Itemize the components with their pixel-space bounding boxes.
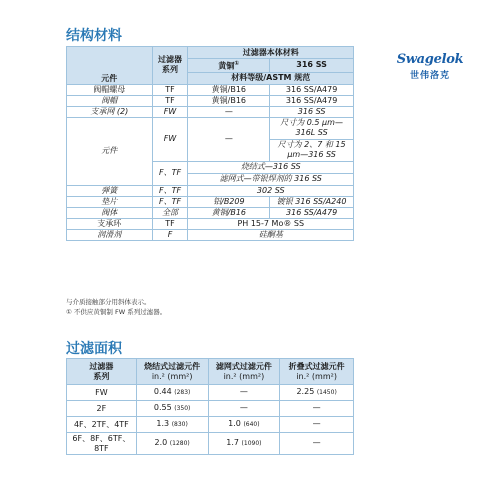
cell-ss: 316 SS/A479 bbox=[270, 207, 354, 218]
cell-series: 4F、2TF、4TF bbox=[67, 417, 137, 433]
cell-series: FW bbox=[152, 106, 188, 117]
cell-material: PH 15-7 Mo® SS bbox=[188, 218, 354, 229]
cell-series: F bbox=[152, 229, 188, 240]
area-header-row bbox=[67, 359, 354, 385]
table-row bbox=[67, 433, 354, 455]
cell-brass: 黄铜/B16 bbox=[188, 84, 270, 95]
cell-pleated: — bbox=[280, 401, 354, 417]
area-header-series-line1: 过滤器 bbox=[89, 361, 114, 371]
header-body-material: 过滤器本体材料 bbox=[188, 47, 354, 59]
table-row bbox=[67, 417, 354, 433]
cell-series: FW bbox=[152, 117, 188, 161]
area-header-sintered bbox=[136, 359, 208, 385]
area-header-pleated-line1: 折叠式过滤元件 bbox=[288, 361, 345, 371]
cell-sintered: 1.3 (830) bbox=[136, 417, 208, 433]
table-row bbox=[67, 84, 354, 95]
cell-material: 烧结式—316 SS bbox=[188, 161, 354, 173]
cell-brass: — bbox=[188, 117, 270, 161]
header-series-line2: 系列 bbox=[162, 65, 179, 75]
area-header-pleated bbox=[280, 359, 354, 385]
cell-sintered: 0.44 (283) bbox=[136, 385, 208, 401]
header-316ss: 316 SS bbox=[270, 59, 354, 73]
cell-component: 弹簧 bbox=[67, 185, 153, 196]
cell-brass: 铝/B209 bbox=[188, 196, 270, 207]
cell-ss: 尺寸为 2、7 和 15 μm—316 SS bbox=[270, 139, 354, 161]
table-row bbox=[67, 95, 354, 106]
table-row bbox=[67, 401, 354, 417]
cell-brass: 黄铜/B16 bbox=[188, 207, 270, 218]
materials-header-row bbox=[67, 47, 354, 59]
area-header-screen bbox=[208, 359, 280, 385]
cell-pleated: 2.25 (1450) bbox=[280, 385, 354, 401]
area-section-title: 过滤面积 bbox=[66, 341, 122, 357]
cell-component: 阀体 bbox=[67, 207, 153, 218]
note-italic-wetted: 与介质接触部分用斜体表示。 bbox=[66, 298, 151, 306]
table-row bbox=[67, 106, 354, 117]
materials-section-title: 结构材料 bbox=[66, 28, 122, 44]
table-row bbox=[67, 207, 354, 218]
logo-english: Swagelok bbox=[396, 52, 464, 67]
cell-ss: 尺寸为 0.5 μm—316L SS bbox=[270, 117, 354, 139]
table-row bbox=[67, 385, 354, 401]
cell-screen: — bbox=[208, 385, 280, 401]
cell-series: F、TF bbox=[152, 161, 188, 185]
cell-sintered: 0.55 (350) bbox=[136, 401, 208, 417]
cell-ss: 316 SS bbox=[270, 106, 354, 117]
cell-component: 阀帽 bbox=[67, 95, 153, 106]
cell-series: F、TF bbox=[152, 185, 188, 196]
table-row bbox=[67, 229, 354, 240]
area-header-sintered-line2: in.² (mm²) bbox=[151, 371, 193, 381]
cell-component: 阀帽螺母 bbox=[67, 84, 153, 95]
header-series-line1: 过滤器 bbox=[158, 55, 183, 65]
cell-series: 2F bbox=[67, 401, 137, 417]
cell-component: 垫片 bbox=[67, 196, 153, 207]
logo-chinese: 世伟洛克 bbox=[409, 71, 450, 81]
filter-area-table bbox=[66, 358, 354, 455]
materials-table bbox=[66, 46, 354, 241]
area-header-sintered-line1: 烧结式过滤元件 bbox=[144, 361, 201, 371]
cell-series: 全部 bbox=[152, 207, 188, 218]
cell-component: 支承网 (2) bbox=[67, 106, 153, 117]
header-brass: 黄铜① bbox=[188, 59, 270, 73]
cell-ss: 316 SS/A479 bbox=[270, 95, 354, 106]
table-row bbox=[67, 185, 354, 196]
cell-material: 硅酮基 bbox=[188, 229, 354, 240]
cell-material: 滤网式—带银焊剂的 316 SS bbox=[188, 173, 354, 185]
table-row bbox=[67, 218, 354, 229]
cell-ss: 镀银 316 SS/A240 bbox=[270, 196, 354, 207]
cell-brass: — bbox=[188, 106, 270, 117]
cell-brass: 黄铜/B16 bbox=[188, 95, 270, 106]
table-row bbox=[67, 196, 354, 207]
cell-screen: — bbox=[208, 401, 280, 417]
cell-component: 元件 bbox=[67, 117, 153, 185]
table-row bbox=[67, 117, 354, 139]
cell-sintered: 2.0 (1280) bbox=[136, 433, 208, 455]
header-component: 元件 bbox=[67, 47, 153, 85]
note-brass-fw: ① 不供应黄铜制 FW 系列过滤器。 bbox=[66, 308, 167, 316]
swagelok-logo bbox=[390, 52, 470, 81]
cell-screen: 1.0 (640) bbox=[208, 417, 280, 433]
cell-component: 润滑剂 bbox=[67, 229, 153, 240]
cell-series: TF bbox=[152, 218, 188, 229]
area-header-screen-line1: 滤网式过滤元件 bbox=[215, 361, 272, 371]
cell-series: TF bbox=[152, 84, 188, 95]
area-header-screen-line2: in.² (mm²) bbox=[223, 371, 265, 381]
cell-ss: 316 SS/A479 bbox=[270, 84, 354, 95]
cell-series: TF bbox=[152, 95, 188, 106]
cell-pleated: — bbox=[280, 433, 354, 455]
cell-pleated: — bbox=[280, 417, 354, 433]
cell-screen: 1.7 (1090) bbox=[208, 433, 280, 455]
cell-series: FW bbox=[67, 385, 137, 401]
area-header-pleated-line2: in.² (mm²) bbox=[296, 371, 337, 381]
header-grade: 材料等级/ASTM 规范 bbox=[188, 72, 354, 84]
cell-component: 支承环 bbox=[67, 218, 153, 229]
cell-series: F、TF bbox=[152, 196, 188, 207]
area-header-series bbox=[67, 359, 137, 385]
cell-material: 302 SS bbox=[188, 185, 354, 196]
cell-series: 6F、8F、6TF、8TF bbox=[67, 433, 137, 455]
header-series bbox=[152, 47, 188, 85]
area-header-series-line2: 系列 bbox=[93, 371, 110, 381]
